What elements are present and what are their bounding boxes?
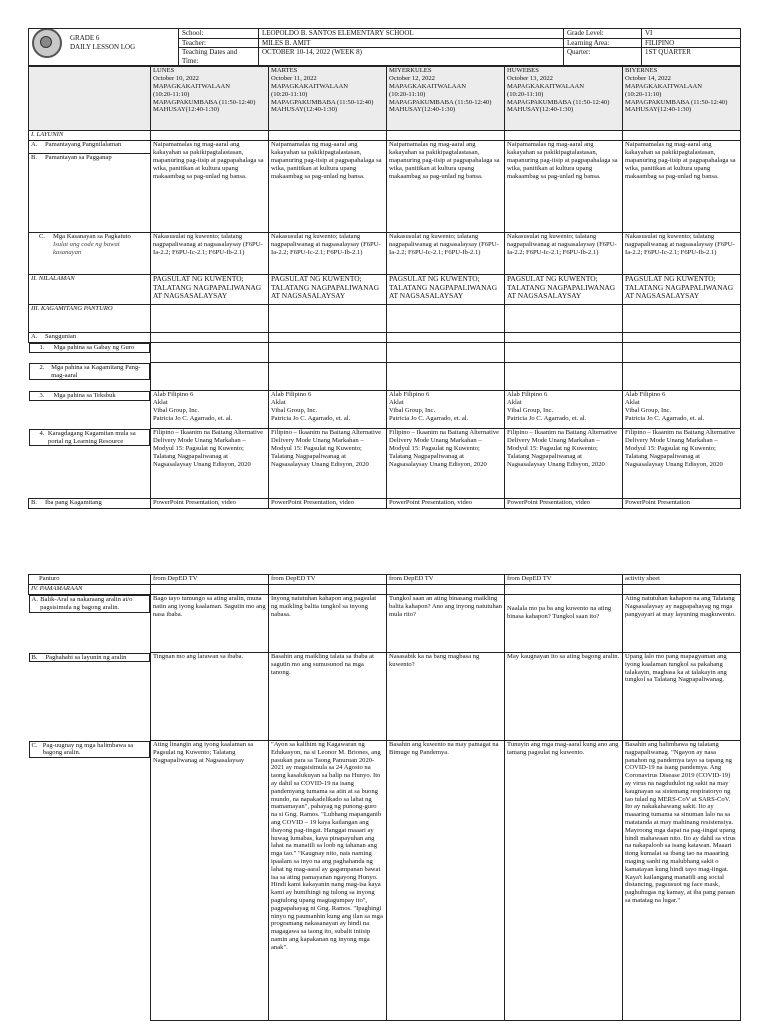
pamantayan-mon: Naipamamalas ng mag-aaral ang kakayahan sa pakikipagtalastasan, mapanuring pag-iisip at pagpapahalaga sa wika, panitikan at kultura upang makaambag sa pag-unlad ng bansa. [151,141,269,233]
gabay-guro-label: Mga pahina sa Gabay ng Guro [53,344,135,352]
nilalaman-heading: II. NILALAMAN [29,275,151,305]
pag-uugnay-mon: Ating linangin ang iyong kaalaman sa Pagsulat ng Kuwento; Talatang Nagpapaliwanag at Nagsasalaysay [151,741,269,1021]
panturo-tue: from DepED TV [269,575,387,585]
panturo-row [29,575,741,585]
pag-uugnay-thu: Tunuyin ang mga mag-aaral kung ano ang tamang pagsulat ng kuwento. [505,741,623,1021]
karagdagan-wed: Filipino – Ikaanim na Baitang Alternative Delivery Mode Unang Markahan – Modyul 15: Pagsulat ng Kuwento; Talatang Nagpapaliwanag at Nagsasalaysay Unang Edisyon, 2020 [387,429,505,499]
teacher-label: Teacher: [179,38,259,48]
teksbuk-wed: Alab Filipino 6 Aklat Vibal Group, Inc. Patricia Jo C. Agarrado, et. al. [387,391,505,429]
day-col-fri [623,67,741,131]
empty-cell [505,363,623,391]
lesson-log-page-1 [28,28,740,509]
empty-cell [505,305,623,333]
empty-cell [505,333,623,343]
layunin-row [29,131,741,141]
section-3: MAHUSAY(12:40-1:30) [153,106,220,114]
teksbuk-row [29,391,741,429]
lesson-table-lower [28,574,741,1021]
empty-cell [623,343,741,363]
karagdagan-fri: Filipino – Ikaanim na Baitang Alternative Delivery Mode Unang Markahan – Modyul 15: Pagsulat ng Kuwento; Talatang Nagpapaliwanag at Nagsasalaysay Unang Edisyon, 2020 [623,429,741,499]
row-letter: A. [31,596,38,603]
row-letter: B. [31,653,38,661]
panturo-label: Panturo [29,575,151,585]
empty-cell [505,343,623,363]
day-name: HUWEBES [507,67,539,75]
grade-level-label: Grade Level: [564,29,642,39]
section-1-time: (10:20-11:10) [507,90,544,98]
section-2: MAPAGPAKUMBABA (11:50-12:40) [153,98,256,106]
empty-cell [387,585,505,595]
paghahabi-wed: Nasasabik ka na bang magbasa ng kuwento? [387,653,505,741]
row-number: 1. [39,344,45,352]
row-number: 2. [39,363,45,371]
pamantayan-row [29,141,741,233]
kasanayan-thu: Nakasusulat ng kuwento; talatang nagpapaliwanag at nagsasalaysay (F6PU-Ia-2.2; F6PU-Ic-2.1; F6PU-Ib-2.1) [505,233,623,275]
section-1: MAPAGKAKAITWALAAN [153,82,231,90]
kasanayan-tue: Nakasusulat ng kuwento; talatang nagpapaliwanag at nagsasalaysay (F6PU-Ia-2.2; F6PU-Ic-2.1; F6PU-Ib-2.1) [269,233,387,275]
dates-label: Teaching Dates and Time: [179,48,259,66]
iba-pa-tue: PowerPoint Presentation, video [269,499,387,509]
empty-cell [623,333,741,343]
empty-cell [623,305,741,333]
teacher-value: MILES B. AMIT [259,38,564,48]
paghahabi-thu: May kaugnayan ito sa ating bagong aralin. [505,653,623,741]
nilalaman-tue: PAGSULAT NG KUWENTO; TALATANG NAGPAPALIWANAG AT NAGSASALAYSAY [269,275,387,305]
section-2: MAPAGPAKUMBABA (11:50-12:40) [271,98,374,106]
paghahabi-row [29,653,741,741]
row-letter: C. [39,233,46,241]
day-col-mon [151,67,269,131]
karagdagan-thu: Filipino – Ikaanim na Baitang Alternative Delivery Mode Unang Markahan – Modyul 15: Pagsulat ng Kuwento; Talatang Nagpapaliwanag at Nagsasalaysay Unang Edisyon, 2020 [505,429,623,499]
lesson-log-page-2 [28,574,740,1021]
row-letter: A. [31,141,38,149]
pamantayan-wed: Naipamamalas ng mag-aaral ang kakayahan sa pakikipagtalastasan, mapanuring pag-iisip at pagpapahalaga sa wika, panitikan at kultura upang makaambag sa pag-unlad ng bansa. [387,141,505,233]
iba-pa-thu: PowerPoint Presentation, video [505,499,623,509]
kagamitan-row [29,305,741,333]
row-letter: C. [31,741,38,749]
day-name: MARTES [271,67,298,75]
row-letter: B. [31,499,38,507]
day-name: LUNES [153,67,175,75]
grade-title: GRADE 6 [70,34,100,43]
teksbuk-label: Mga pahina sa Teksbuk [53,391,116,399]
empty-cell [269,333,387,343]
lesson-table-upper [28,66,741,509]
iba-pang-kagamitan-label: Iba pang Kagamitang [45,499,102,507]
log-title: DAILY LESSON LOG [70,43,136,51]
nilalaman-thu: PAGSULAT NG KUWENTO; TALATANG NAGPAPALIWANAG AT NAGSASALAYSAY [505,275,623,305]
kasanayan-mon: Nakasusulat ng kuwento; talatang nagpapaliwanag at nagsasalaysay (F6PU-Ia-2.2; F6PU-Ic-2.1; F6PU-Ib-2.1) [151,233,269,275]
pamantayan-sa-pagganap-label: Pamantayan sa Pagganap [45,154,112,162]
row-letter: A. [31,333,38,341]
pamamaraan-heading: IV. PAMAMARAAN [29,585,151,595]
deped-seal-icon [32,29,62,59]
layunin-heading: I. LAYUNIN [29,131,151,141]
day-name: MIYERKULES [389,67,432,75]
empty-cell [387,343,505,363]
pag-uugnay-label: Pag-uugnay ng mga halimbawa sa bagong aralin. [42,741,134,757]
paghahabi-tue: Basahin ang maikling talata sa ibaba at sagutin mo ang sumusunod na mga tanong. [269,653,387,741]
balik-aral-tue: Inyong natutuhan kahapon ang pagsulat ng maikling balita tungkol sa inyong nabasa. [269,595,387,653]
empty-cell [623,131,741,141]
kasanayan-wed: Nakasusulat ng kuwento; talatang nagpapaliwanag at nagsasalaysay (F6PU-Ia-2.2; F6PU-Ic-2.1; F6PU-Ib-2.1) [387,233,505,275]
empty-cell [269,363,387,391]
row-letter: B. [31,154,38,162]
nilalaman-row [29,275,741,305]
panturo-fri: activity sheet [623,575,741,585]
iba-pa-mon: PowerPoint Presentation, video [151,499,269,509]
section-2: MAPAGPAKUMBABA (11:50-12:40) [389,98,492,106]
empty-cell [387,305,505,333]
teksbuk-thu: Alab Filipino 6 Aklat Vibal Group, Inc. Patricia Jo C. Agarrado, et. al. [505,391,623,429]
iba-pa-fri: PowerPoint Presentation [623,499,741,509]
panturo-thu: from DepED TV [505,575,623,585]
kasanayan-fri: Nakasusulat ng kuwento; talatang nagpapaliwanag at nagsasalaysay (F6PU-Ia-2.2; F6PU-Ic-2.1; F6PU-Ib-2.1) [623,233,741,275]
karagdagan-row [29,429,741,499]
section-1-time: (10:20-11:10) [625,90,662,98]
section-2: MAPAGPAKUMBABA (11:50-12:40) [507,98,610,106]
school-label: School: [179,29,259,39]
pamantayan-fri: Naipamamalas ng mag-aaral ang kakayahan sa pakikipagtalastasan, mapanuring pag-iisip at pagpapahalaga sa wika, panitikan at kultura upang makaambag sa pag-unlad ng bansa. [623,141,741,233]
iba-pang-kagamitan-row [29,499,741,509]
sanggunian-label: Sanggunian [45,333,77,341]
panturo-wed: from DepED TV [387,575,505,585]
panturo-mon: from DepED TV [151,575,269,585]
kagamitang-mag-aaral-row [29,363,741,391]
empty-cell [269,131,387,141]
pag-uugnay-tue: "Ayon sa kalihim ng Kagawaran ng Edukasyon, na si Leonor M. Briones, ang pasukan para sa Taong Panuruan 2020-2021 ay magsisimula sa 24 Agosto na taong kasalukuyan sa halip na Hunyo. Ito ay dahil sa COVID-19 na isang pandemyang tumama sa atin at sa buong mundo, na napakadelikado sa lahat ng mamamayan", pahayag ng punong-guro na si Gng. Ramos. "Lubhang mapanganib ang COVID – 19 kaya kailangan ang ibayong pag-iingat. Hanggat maaari ay huwag lumabas, kaya pinapayuhan ang lahat na manatili sa loob ng tahanan ang mga tao." "Kaugnay nito, nais naming ipaalam sa inyo na ang paghahanda ng lahat ng mag-aaral ay gagampanan bawat isa sa ating pamayanan ngayong Hunyo. Hindi kami kakayanin nang mag-isa kaya kami ay humihingi ng tulong sa inyong pagtulong upang magtagumpay ito", pagpapahayag ni Gng. Ramos. "Ipaghingi ninyo ng paumanhin kung ang ilan sa mga programang nakasanayan ay hindi na magagawa sa taong ito, subalit iniisip namin ang kapakanan ng inyong mga anak". [269,741,387,1021]
pamantayan-tue: Naipamamalas ng mag-aaral ang kakayahan sa pakikipagtalastasan, mapanuring pag-iisip at pagpapahalaga sa wika, panitikan at kultura upang makaambag sa pag-unlad ng bansa. [269,141,387,233]
empty-cell [151,585,269,595]
section-1: MAPAGKAKAITWALAAN [389,82,467,90]
empty-cell [387,363,505,391]
gabay-guro-row [29,343,741,363]
karagdagan-tue: Filipino – Ikaanim na Baitang Alternative Delivery Mode Unang Markahan – Modyul 15: Pagsulat ng Kuwento; Talatang Nagpapaliwanag at Nagsasalaysay Unang Edisyon, 2020 [269,429,387,499]
learning-area-value: FILIPINO [642,38,741,48]
day-date: October 14, 2022 [625,75,671,83]
section-3: MAHUSAY(12:40-1:30) [389,106,456,114]
empty-cell [151,333,269,343]
empty-cell [269,585,387,595]
teksbuk-fri: Alab Filipino 6 Aklat Vibal Group, Inc. Patricia Jo C. Agarrado, et. al. [623,391,741,429]
row-number: 3. [39,391,45,399]
day-date: October 11, 2022 [271,75,317,83]
day-col-thu [505,67,623,131]
section-1-time: (10:20-11:10) [389,90,426,98]
row-number: 4. [39,429,45,437]
pag-uugnay-wed: Basahin ang kuwento na may pamagat na Bimuge ng Pandemya. [387,741,505,1021]
kasanayan-note: Isulat ang code ng bawat kasanayan [53,241,120,256]
day-date: October 10, 2022 [153,75,199,83]
learning-area-label: Learning Area: [564,38,642,48]
kasanayan-row [29,233,741,275]
nilalaman-fri: PAGSULAT NG KUWENTO; TALATANG NAGPAPALIWANAG AT NAGSASALAYSAY [623,275,741,305]
kasanayan-label [29,233,151,275]
nilalaman-wed: PAGSULAT NG KUWENTO; TALATANG NAGPAPALIWANAG AT NAGSASALAYSAY [387,275,505,305]
section-1-time: (10:20-11:10) [271,90,308,98]
dates-value: OCTOBER 10-14, 2022 (WEEK 8) [259,48,564,66]
empty-cell [151,343,269,363]
balik-aral-mon: Bago tayo tumungo sa ating aralin, muna natin ang iyong kaalaman. Sagutin mo ang nasa ibaba. [151,595,269,653]
empty-cell [623,585,741,595]
pamamaraan-row [29,585,741,595]
section-1: MAPAGKAKAITWALAAN [507,82,585,90]
section-3: MAHUSAY(12:40-1:30) [271,106,338,114]
empty-cell [269,305,387,333]
header-table [28,28,741,66]
quarter-label: Quarter: [564,48,642,66]
quarter-value: 1ST QUARTER [642,48,741,66]
kagamitan-heading: III. KAGAMITANG PANTURO [29,305,151,333]
kasanayan-text: Mga Kasanayan sa Pagkatuto [53,233,131,241]
empty-cell [387,131,505,141]
day-col-tue [269,67,387,131]
paghahabi-mon: Tingnan mo ang larawan sa ibaba. [151,653,269,741]
empty-cell [623,363,741,391]
section-2: MAPAGPAKUMBABA (11:50-12:40) [625,98,728,106]
iba-pa-wed: PowerPoint Presentation, video [387,499,505,509]
sanggunian-row [29,333,741,343]
empty-cell [151,305,269,333]
section-3: MAHUSAY(12:40-1:30) [625,106,692,114]
section-1-time: (10:20-11:10) [153,90,190,98]
karagdagan-mon: Filipino – Ikaanim na Baitang Alternative Delivery Mode Unang Markahan – Modyul 15: Pagsulat ng Kuwento; Talatang Nagpapaliwanag at Nagsasalaysay Unang Edisyon, 2020 [151,429,269,499]
corner-cell [29,67,151,131]
day-date: October 13, 2022 [507,75,553,83]
empty-cell [387,333,505,343]
pag-uugnay-fri: Basahin ang halimbawa ng talatang nagpapaliwanag. "Ngayon ay nasa panahon ng pandemya tayo sa tapang ng COVID-19 na isang pandemya. Ang Coronavirus Disease 2019 (COVID-19) ay virus na nagdudulot ng sakit na may kaugnayan sa sistemang respiratoryo ng tao tulad ng MERS-CoV at SARS-CoV. Ito ay nakakahawang sakit. Ito ay maaaring tumama sa sinuman lalo na sa matatanda at may mahinang resistensiya. Mayroong mga dapat na pag-iingat upang hindi mahawaan nito. Ito ay dahil sa virus na nakapaloob sa isang katawan. Maaari itong kumalat sa ibang tao na maaaring maging sanhi ng malubhang sakit o kamatayan kung hindi tayo mag-iingat. Kaya't kailangang manatili ang social distancing, pagsusuot ng face mask, paghuhugas ng kamay, at iba pang paraan sa matatag na lugar." [623,741,741,1021]
pag-uugnay-row [29,741,741,1021]
day-header-row [29,67,741,131]
pamantayan-thu: Naipamamalas ng mag-aaral ang kakayahan sa pakikipagtalastasan, mapanuring pag-iisip at pagpapahalaga sa wika, panitikan at kultura upang makaambag sa pag-unlad ng bansa. [505,141,623,233]
balik-aral-thu: Naalala mo pa ba ang kuwento na ating binasa kahapon? Tungkol saan ito? [505,595,623,653]
empty-cell [505,131,623,141]
teksbuk-tue: Alab Filipino 6 Aklat Vibal Group, Inc. Patricia Jo C. Agarrado, et. al. [269,391,387,429]
teksbuk-mon: Alab Filipino 6 Aklat Vibal Group, Inc. Patricia Jo C. Agarrado, et. al. [151,391,269,429]
section-3: MAHUSAY(12:40-1:30) [507,106,574,114]
day-col-wed [387,67,505,131]
section-1: MAPAGKAKAITWALAAN [625,82,703,90]
nilalaman-mon: PAGSULAT NG KUWENTO; TALATANG NAGPAPALIWANAG AT NAGSASALAYSAY [151,275,269,305]
empty-cell [269,343,387,363]
school-value: LEOPOLDO B. SANTOS ELEMENTARY SCHOOL [259,29,564,39]
balik-aral-fri: Ating natutuhan kahapon na ang Talatang Nagsasalaysay ay nagpapahayag ng mga pangyayari at may layuning magkuwento. [623,595,741,653]
day-date: October 12, 2022 [389,75,435,83]
balik-aral-wed: Tungkol saan an ating binasang maikling balita kahapon? Ano ang inyong natutuhan mula rito? [387,595,505,653]
pamantayan-labels [29,141,151,233]
header-logo-cell [29,29,179,66]
paghahabi-label: Paghahabi sa layunin ng aralin [45,653,127,661]
empty-cell [151,363,269,391]
paghahabi-fri: Upang lalo mo pang mapagyaman ang iyong kaalaman tungkol sa pakahang talakayin, magbasa ka at talakayin ang tungkol sa Talatang Nagpapaliwanag. [623,653,741,741]
kagamitang-mag-aaral-label: Mga pahina sa Kagamitang Pang-mag-aaral [51,363,141,379]
balik-aral-row [29,595,741,653]
pamantayang-pangnilalaman-label: Pamantayang Pangnilalaman [45,141,122,149]
empty-cell [151,131,269,141]
empty-cell [505,585,623,595]
karagdagan-label: Karagdagang Kagamitan mula sa portal ng Learning Resource [47,429,136,445]
grade-level-value: VI [642,29,741,39]
balik-aral-label: Balik-Aral sa nakaraang aralin at/o pagsisimula ng bagong aralin. [40,596,133,611]
day-name: BIYERNES [625,67,658,75]
section-1: MAPAGKAKAITWALAAN [271,82,349,90]
